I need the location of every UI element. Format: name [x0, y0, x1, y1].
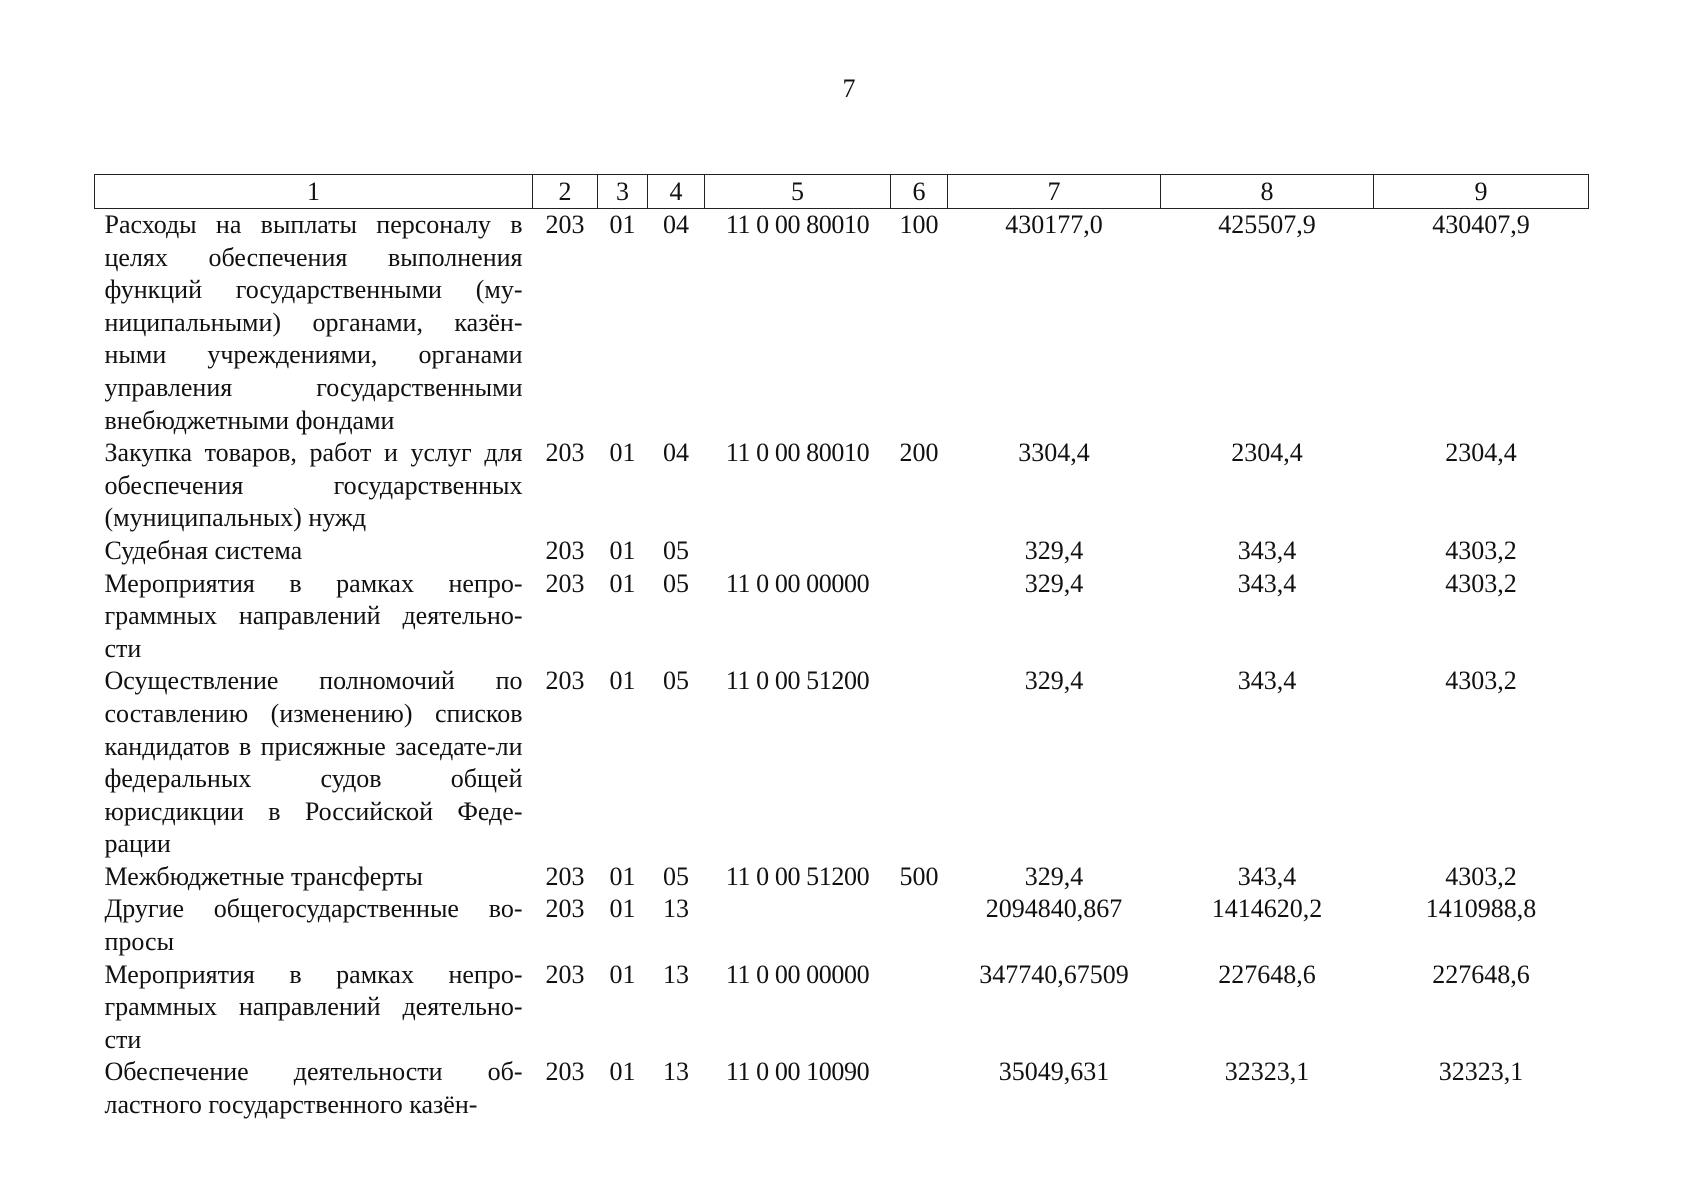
amount-col-9: 227648,6: [1432, 959, 1530, 989]
expense-type-code: [891, 535, 948, 568]
section-code: 01: [609, 861, 636, 891]
amount-col-9: 430407,9: [1432, 210, 1530, 239]
amount-col-7: 329,4: [1024, 568, 1084, 598]
amount-col-9: 4303,2: [1445, 861, 1517, 891]
subsection-code: 05: [663, 666, 689, 696]
amount-col-9: 32323,1: [1438, 1057, 1524, 1087]
table-row: [95, 893, 1589, 958]
expense-type-code: [891, 893, 948, 958]
amount-col-9: 4303,2: [1445, 568, 1517, 598]
column-header-2: 2: [533, 175, 598, 209]
ved-code: 203: [545, 438, 585, 468]
target-article-code: [705, 535, 891, 568]
amount-col-8: 343,4: [1237, 666, 1297, 696]
row-name: Расходы на выплаты персоналу в целях обеспечения выполнения функций государственными (му-ниципальными) органами, казён-ными учреждениями, органами управления государственными внебюджетными фондами: [104, 210, 523, 435]
ved-code: 203: [545, 959, 585, 989]
expense-type-code: 100: [899, 210, 939, 239]
table-row: [95, 437, 1589, 535]
amount-col-7: 2094840,867: [985, 894, 1123, 924]
amount-col-7: 329,4: [1024, 535, 1084, 565]
section-code: 01: [609, 666, 636, 696]
row-name: Закупка товаров, работ и услуг для обеспечения государственных (муниципальных) нужд: [104, 438, 523, 533]
amount-col-8: 32323,1: [1224, 1057, 1310, 1087]
section-code: 01: [609, 438, 636, 468]
amount-col-8: 343,4: [1237, 861, 1297, 891]
amount-col-8: 343,4: [1237, 568, 1297, 598]
column-header-5: 5: [705, 175, 891, 209]
target-article-code: 11 0 00 80010: [725, 438, 870, 468]
row-name: Межбюджетные трансферты: [104, 861, 423, 891]
amount-col-9: 2304,4: [1445, 438, 1517, 468]
row-name: Обеспечение деятельности об-ластного государственного казён-: [104, 1057, 523, 1120]
expense-type-code: [891, 959, 948, 1057]
table-row: [95, 959, 1589, 1057]
amount-col-9: 4303,2: [1445, 666, 1517, 696]
amount-col-7: 347740,67509: [979, 959, 1129, 989]
section-code: 01: [609, 959, 636, 989]
column-header-8: 8: [1161, 175, 1374, 209]
ved-code: 203: [545, 894, 585, 924]
column-header-6: 6: [891, 175, 948, 209]
page-number: 7: [842, 74, 856, 103]
expense-type-code: [891, 568, 948, 666]
table-row: [95, 568, 1589, 666]
subsection-code: 05: [663, 568, 689, 598]
column-header-9: 9: [1374, 175, 1589, 209]
expense-type-code: [891, 1056, 948, 1121]
row-name: Судебная система: [104, 535, 303, 565]
expense-type-code: 500: [899, 861, 939, 891]
ved-code: 203: [545, 568, 585, 598]
target-article-code: 11 0 00 10090: [725, 1057, 870, 1087]
column-header-3: 3: [598, 175, 648, 209]
column-header-1: 1: [95, 175, 533, 209]
subsection-code: 13: [663, 959, 689, 989]
expense-type-code: 200: [899, 438, 939, 468]
subsection-code: 04: [663, 438, 689, 468]
column-header-7: 7: [948, 175, 1161, 209]
row-name: Мероприятия в рамках непро-граммных направлений деятельно-сти: [104, 959, 523, 1054]
budget-table: [94, 174, 1589, 1122]
subsection-code: 04: [663, 210, 689, 239]
amount-col-7: 3304,4: [1018, 438, 1090, 468]
table-row: [95, 1056, 1589, 1121]
amount-col-8: 2304,4: [1231, 438, 1303, 468]
target-article-code: 11 0 00 51200: [725, 666, 870, 696]
ved-code: 203: [545, 666, 585, 696]
section-code: 01: [609, 1057, 636, 1087]
ved-code: 203: [545, 535, 585, 565]
target-article-code: 11 0 00 51200: [725, 861, 870, 891]
section-code: 01: [609, 535, 636, 565]
table-row: [95, 861, 1589, 894]
ved-code: 203: [545, 861, 585, 891]
amount-col-9: 4303,2: [1445, 535, 1517, 565]
expense-type-code: [891, 665, 948, 861]
ved-code: 203: [545, 210, 585, 239]
section-code: 01: [609, 210, 636, 239]
table-row: [95, 665, 1589, 861]
amount-col-8: 425507,9: [1218, 210, 1316, 239]
subsection-code: 13: [663, 1057, 689, 1087]
subsection-code: 13: [663, 894, 689, 924]
target-article-code: 11 0 00 80010: [725, 210, 870, 239]
row-name: Другие общегосударственные во-просы: [104, 894, 523, 957]
target-article-code: 11 0 00 00000: [725, 959, 870, 989]
amount-col-9: 1410988,8: [1425, 894, 1537, 924]
ved-code: 203: [545, 1057, 585, 1087]
amount-col-7: 329,4: [1024, 666, 1084, 696]
amount-col-7: 329,4: [1024, 861, 1084, 891]
table-row: [95, 535, 1589, 568]
header-row: [95, 175, 1589, 209]
section-code: 01: [609, 568, 636, 598]
row-name: Мероприятия в рамках непро-граммных направлений деятельно-сти: [104, 568, 523, 663]
amount-col-8: 227648,6: [1218, 959, 1316, 989]
subsection-code: 05: [663, 861, 689, 891]
subsection-code: 05: [663, 535, 689, 565]
section-code: 01: [609, 894, 636, 924]
target-article-code: [705, 893, 891, 958]
column-header-4: 4: [648, 175, 705, 209]
amount-col-8: 343,4: [1237, 535, 1297, 565]
amount-col-7: 35049,631: [998, 1057, 1110, 1087]
row-name: Осуществление полномочий по составлению (изменению) списков кандидатов в присяжные заседате-ли федеральных судов общей юрисдикции в Российской Феде-рации: [104, 666, 523, 859]
target-article-code: 11 0 00 00000: [725, 568, 870, 598]
table-row: [95, 209, 1589, 438]
amount-col-8: 1414620,2: [1211, 894, 1323, 924]
amount-col-7: 430177,0: [1005, 210, 1103, 239]
